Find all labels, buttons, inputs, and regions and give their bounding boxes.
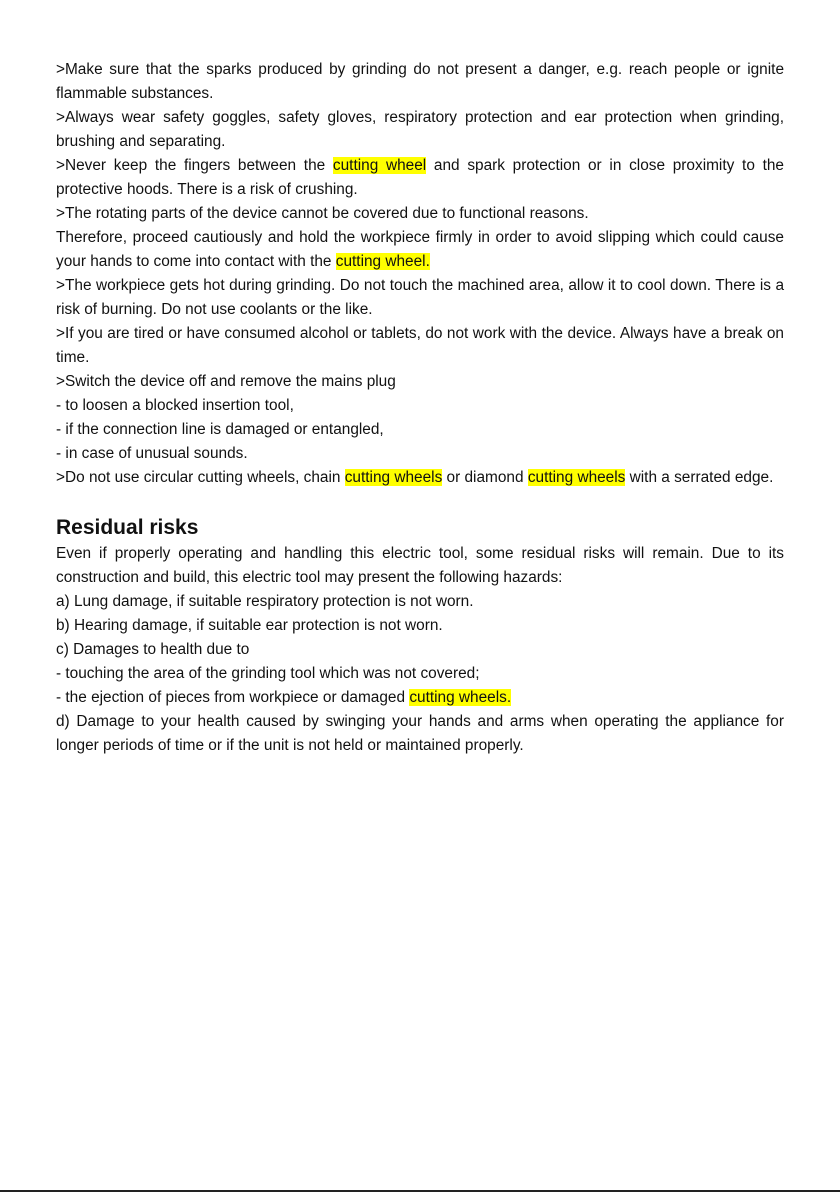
text-segment: >Always wear safety goggles, safety gloves, respiratory protection and ear protection when grinding, brushing and separating. bbox=[56, 109, 784, 150]
paragraph bbox=[56, 638, 784, 662]
paragraph bbox=[56, 590, 784, 614]
residual-risks-list bbox=[56, 542, 784, 758]
paragraph bbox=[56, 466, 784, 490]
text-segment: >Do not use circular cutting wheels, chain bbox=[56, 469, 345, 486]
highlighted-term: cutting wheels bbox=[527, 469, 626, 486]
paragraph bbox=[56, 614, 784, 638]
paragraph bbox=[56, 662, 784, 686]
text-segment: >If you are tired or have consumed alcohol or tablets, do not work with the device. Always have a break on time. bbox=[56, 325, 784, 366]
text-segment: and spark protection or in close proximity to the protective hoods. There is a risk of crushing. bbox=[56, 157, 784, 198]
text-segment: >Switch the device off and remove the mains plug bbox=[56, 373, 396, 390]
paragraph bbox=[56, 370, 784, 394]
text-segment: b) Hearing damage, if suitable ear protection is not worn. bbox=[56, 617, 443, 634]
paragraph bbox=[56, 154, 784, 202]
text-segment: d) Damage to your health caused by swinging your hands and arms when operating the appliance for longer periods of time or if the unit is not held or maintained properly. bbox=[56, 713, 784, 754]
text-segment: >The rotating parts of the device cannot be covered due to functional reasons. bbox=[56, 205, 589, 222]
highlighted-term: cutting wheel bbox=[332, 157, 427, 174]
manual-page bbox=[56, 58, 784, 758]
highlighted-term: cutting wheel. bbox=[335, 253, 430, 270]
paragraph bbox=[56, 106, 784, 154]
text-segment: Even if properly operating and handling this electric tool, some residual risks will remain. Due to its construction and build, this electric tool may present the following hazards: bbox=[56, 545, 784, 586]
text-segment: Therefore, proceed cautiously and hold the workpiece firmly in order to avoid slipping which could cause your hands to come into contact with the bbox=[56, 229, 784, 270]
text-segment: - to loosen a blocked insertion tool, bbox=[56, 397, 294, 414]
text-segment: >Never keep the fingers between the bbox=[56, 157, 333, 174]
text-segment: - the ejection of pieces from workpiece or damaged bbox=[56, 689, 410, 706]
text-segment: - in case of unusual sounds. bbox=[56, 445, 248, 462]
text-segment: a) Lung damage, if suitable respiratory protection is not worn. bbox=[56, 593, 474, 610]
safety-instructions bbox=[56, 58, 784, 490]
paragraph bbox=[56, 394, 784, 418]
text-segment: or diamond bbox=[442, 469, 528, 486]
text-segment: with a serrated edge. bbox=[625, 469, 774, 486]
text-segment: c) Damages to health due to bbox=[56, 641, 250, 658]
text-segment: >Make sure that the sparks produced by grinding do not present a danger, e.g. reach people or ignite flammable substances. bbox=[56, 61, 784, 102]
text-segment: >The workpiece gets hot during grinding. Do not touch the machined area, allow it to cool down. There is a risk of burning. Do not use coolants or the like. bbox=[56, 277, 784, 318]
highlighted-term: cutting wheels. bbox=[409, 689, 512, 706]
paragraph bbox=[56, 418, 784, 442]
residual-risks-heading: Residual risks bbox=[56, 516, 199, 539]
paragraph bbox=[56, 686, 784, 710]
paragraph bbox=[56, 274, 784, 322]
paragraph bbox=[56, 442, 784, 466]
highlighted-term: cutting wheels bbox=[344, 469, 443, 486]
paragraph bbox=[56, 202, 784, 226]
paragraph bbox=[56, 58, 784, 106]
paragraph bbox=[56, 710, 784, 758]
paragraph bbox=[56, 226, 784, 274]
paragraph bbox=[56, 322, 784, 370]
text-segment: - touching the area of the grinding tool which was not covered; bbox=[56, 665, 480, 682]
text-segment: - if the connection line is damaged or entangled, bbox=[56, 421, 384, 438]
paragraph bbox=[56, 542, 784, 590]
